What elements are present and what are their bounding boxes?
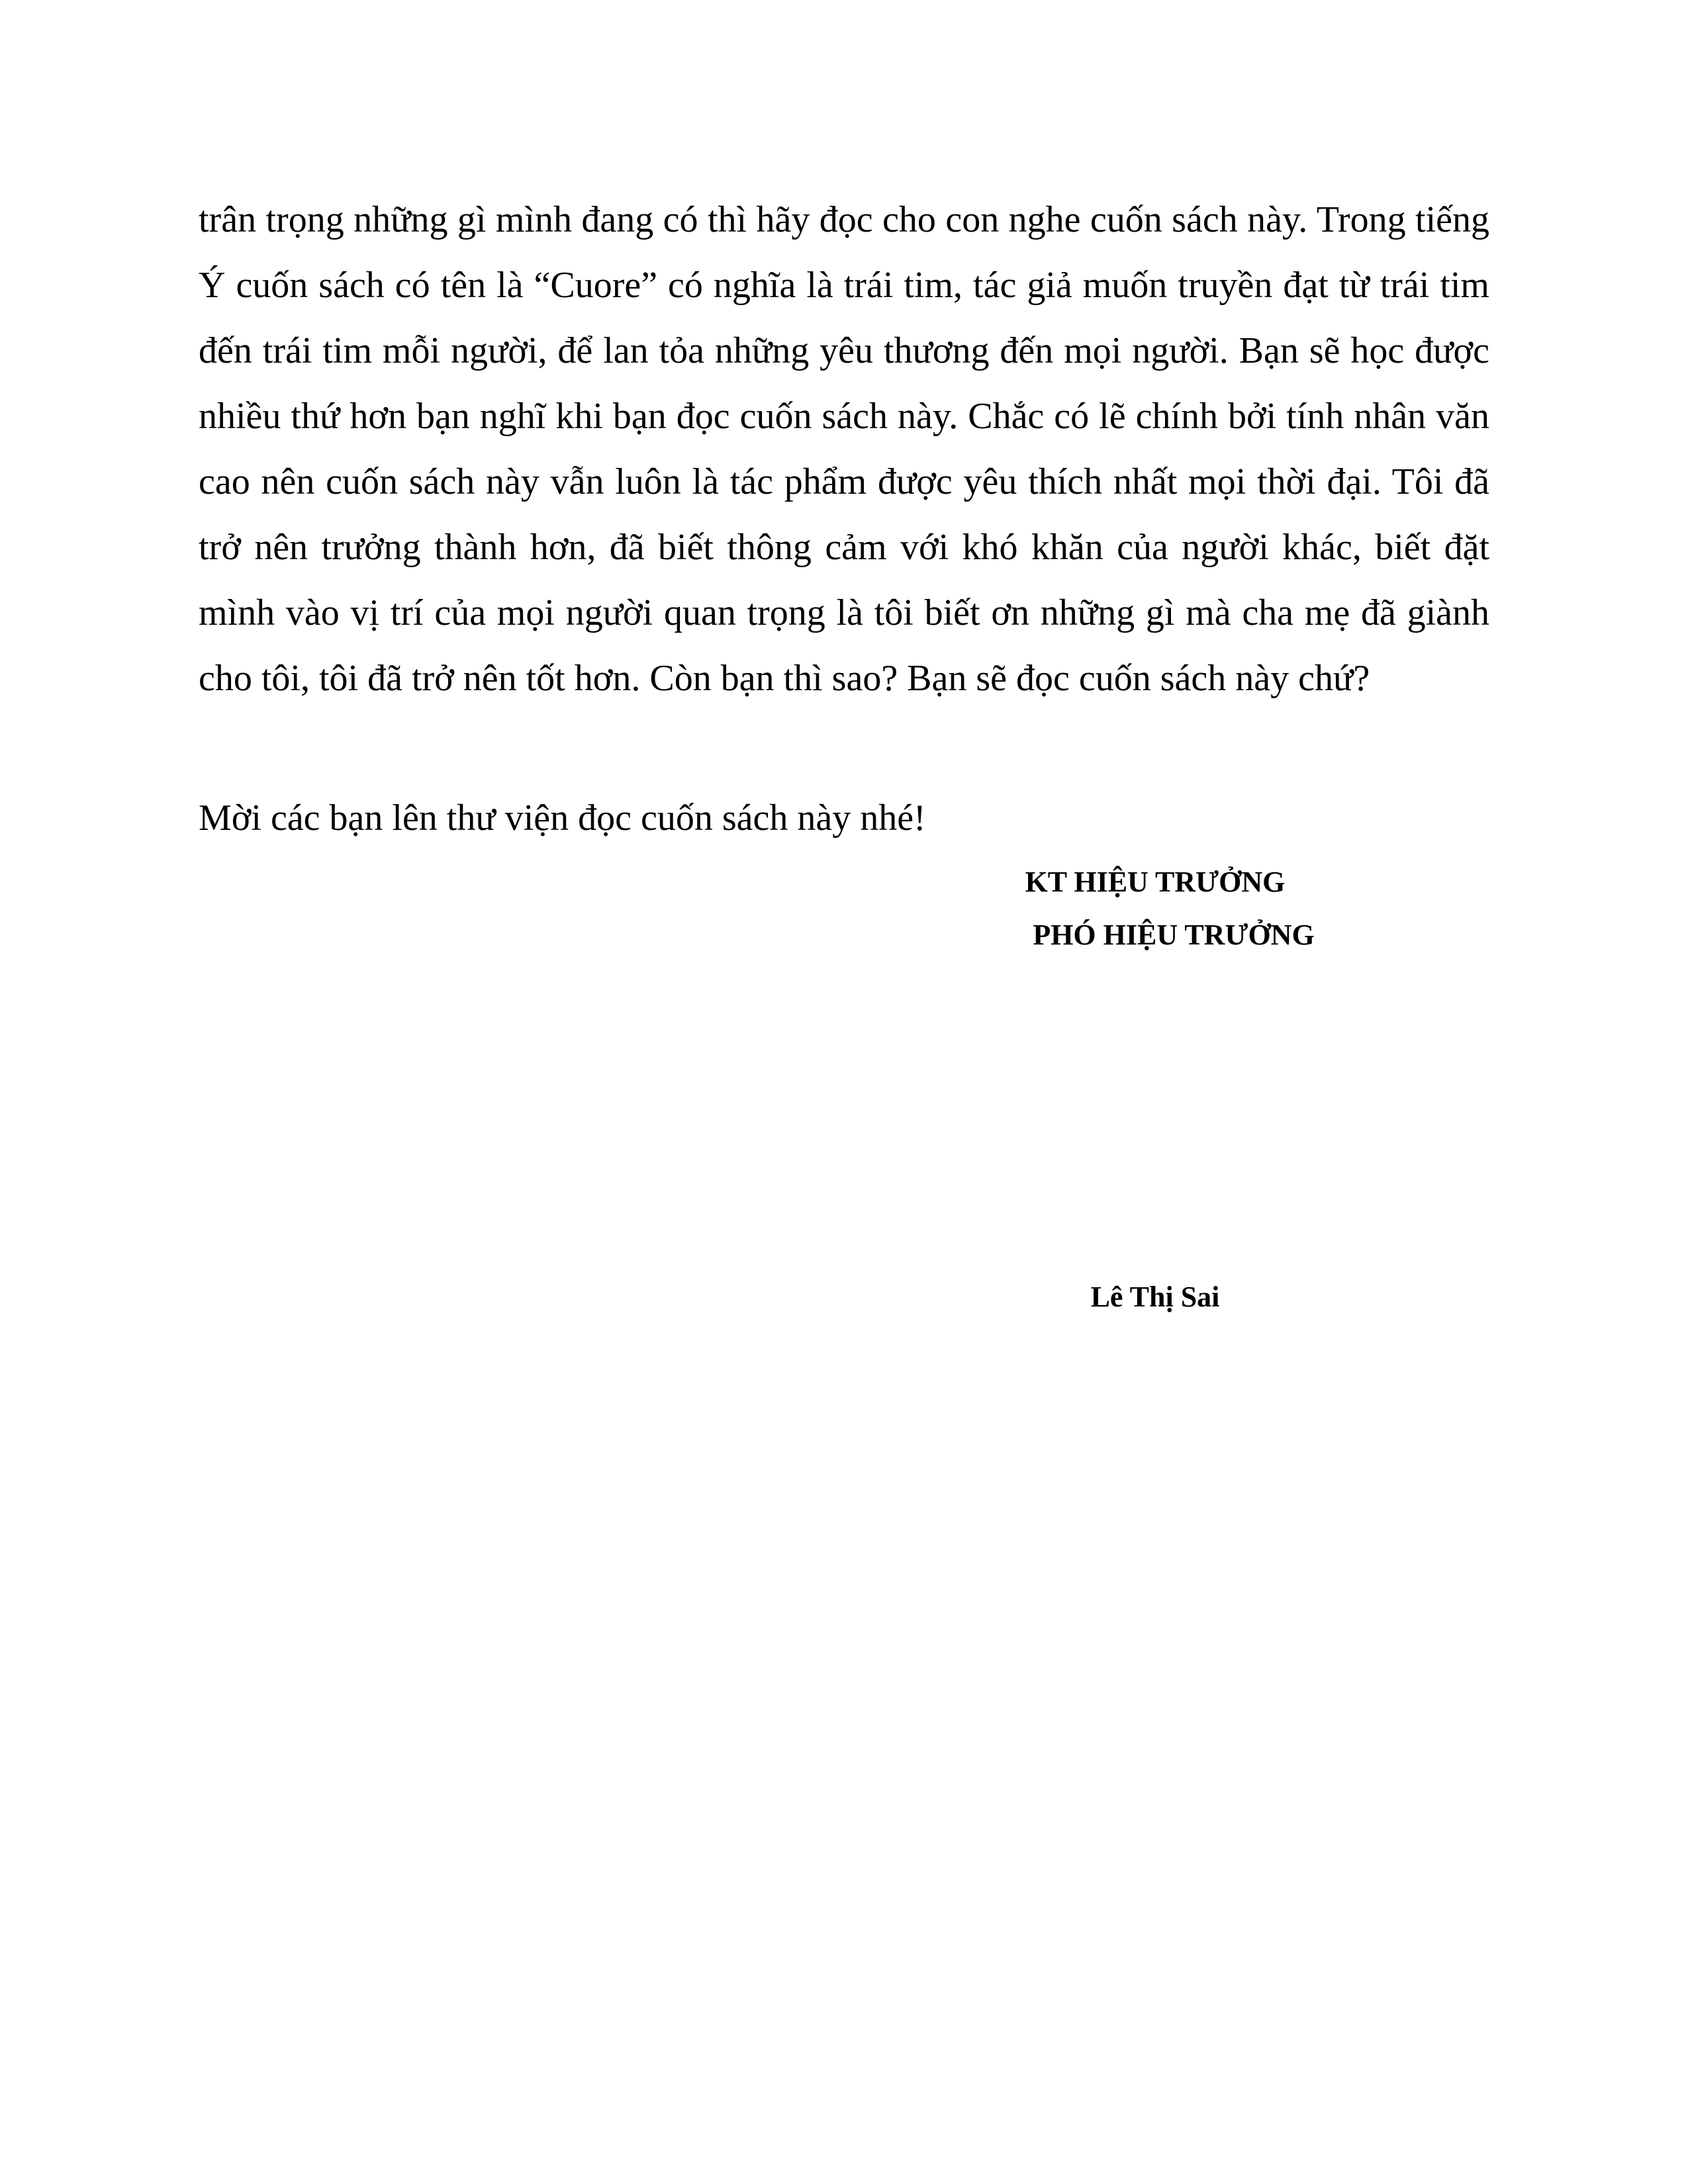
signer-name: Lê Thị Sai (1090, 1281, 1220, 1313)
body-paragraph: trân trọng những gì mình đang có thì hãy đọc cho con nghe cuốn sách này. Trong tiếng Ý cuốn sách có tên là “Cuore” có nghĩa là trái tim, tác giả muốn truyền đạt từ trái tim đến trái tim mỗi người, để lan tỏa những yêu thương đến mọi người. Bạn sẽ học được nhiều thứ hơn bạn nghĩ khi bạn đọc cuốn sách này. Chắc có lẽ chính bởi tính nhân văn cao nên cuốn sách này vẫn luôn là tác phẩm được yêu thích nhất mọi thời đại. Tôi đã trở nên trưởng thành hơn, đã biết thông cảm với khó khăn của người khác, biết đặt mình vào vị trí của mọi người quan trọng là tôi biết ơn những gì mà cha mẹ đã giành cho tôi, tôi đã trở nên tốt hơn. Còn bạn thì sao? Bạn sẽ đọc cuốn sách này chứ? (199, 199, 1489, 699)
signature-title-vice-principal: PHÓ HIỆU TRƯỞNG (1033, 919, 1315, 951)
closing-invitation: Mời các bạn lên thư viện đọc cuốn sách này nhé! (199, 797, 926, 839)
signature-title-principal: KT HIỆU TRƯỞNG (1025, 866, 1286, 898)
